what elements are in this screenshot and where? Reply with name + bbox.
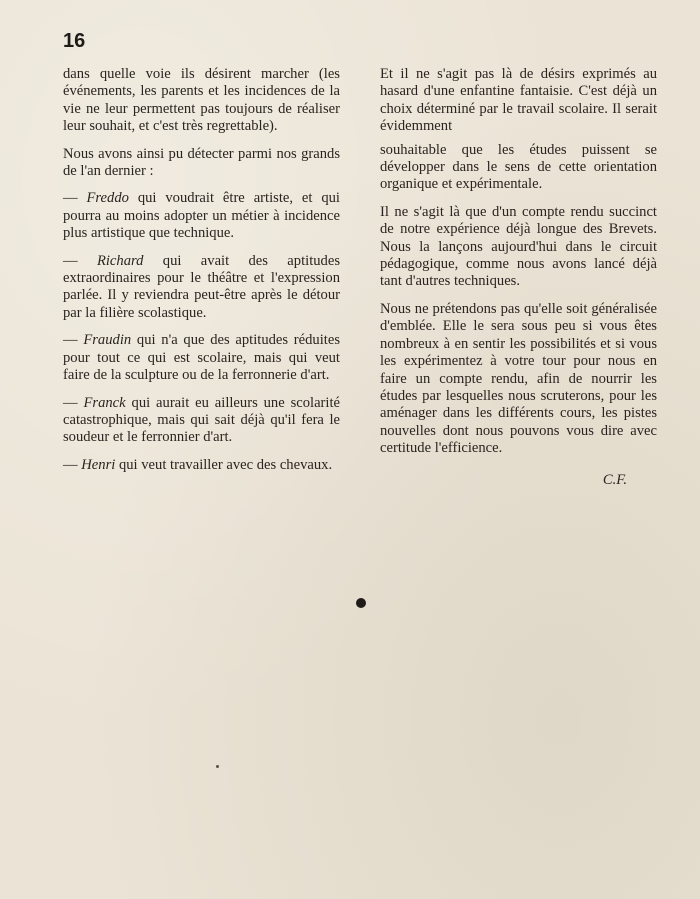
student-name: Freddo [86,190,129,207]
page-number: 16 [63,30,86,52]
list-item-text: qui voudrait être artiste, et qui pourra au moins adopter un métier à incidence plus artistique que technique. [63,190,340,242]
list-item-text: qui veut travailler avec des chevaux. [115,456,333,473]
right-paragraph-3: Il ne s'agit là que d'un compte rendu succinct de notre expérience déjà longue des Brevets. Nous la lançons aujourd'hui dans le circuit pédagogique, comme nous avons lancé déjà tant d'autres techniques. [380,203,657,290]
list-item-fraudin [63,332,340,384]
right-paragraph-1: Et il ne s'agit pas là de désirs exprimés au hasard d'une enfantine fantaisie. C'est déjà un choix déterminé par le travail scolaire. Il serait évidemment [380,66,657,135]
left-paragraph-2: Nous avons ainsi pu détecter parmi nos grands de l'an dernier : [63,145,340,180]
list-item-richard [63,253,340,323]
left-paragraph-1: dans quelle voie ils désirent marcher (les événements, les parents et les incidences de la vie ne leur permettent pas toujours de réaliser leur souhait, et c'est très regrettable). [63,66,340,135]
student-name: Henri [81,456,116,473]
list-item-text: qui n'a que des aptitudes réduites pour tout ce qui est scolaire, mais qui veut faire de la sculpture ou de la ferronnerie d'art. [63,332,340,384]
list-dash: — [63,190,87,207]
list-item-text: qui avait des aptitudes extraordinaires pour le théâtre et l'expression parlée. Il y reviendra peut-être après le détour par la filière scolastique. [63,252,340,321]
student-name: Fraudin [83,332,132,349]
left-column [63,66,340,484]
student-name: Richard [96,252,144,269]
list-dash: — [63,332,84,349]
list-dash: — [63,252,97,269]
list-item-freddo [63,190,340,242]
ink-speck [216,765,219,768]
right-paragraph-4: Nous ne prétendons pas qu'elle soit généralisée d'emblée. Elle le sera sous peu si vous êtes nombreux à en sentir les possibilités et si vous les expérimentez à votre tour pour nous en faire un compte rendu, afin de nourrir les études par lesquelles nous scruterons, pour les aménager dans les différents cours, les pistes nouvelles dont nous pouvons vous dire avec certitude l'efficience. [380,300,657,457]
list-item-text: qui aurait eu ailleurs une scolarité catastrophique, mais qui sait déjà qu'il fera le soudeur et le ferronnier d'art. [63,394,340,446]
list-dash: — [63,456,82,473]
right-column [380,66,657,489]
student-name: Franck [83,394,126,411]
list-item-henri [63,457,340,474]
list-item-franck [63,395,340,447]
right-paragraph-2: souhaitable que les études puissent se développer dans le sens de cette orientation organique et expérimentale. [380,141,657,193]
separator-dot [356,598,366,608]
list-dash: — [63,394,84,411]
author-signature: C.F. [602,471,627,488]
